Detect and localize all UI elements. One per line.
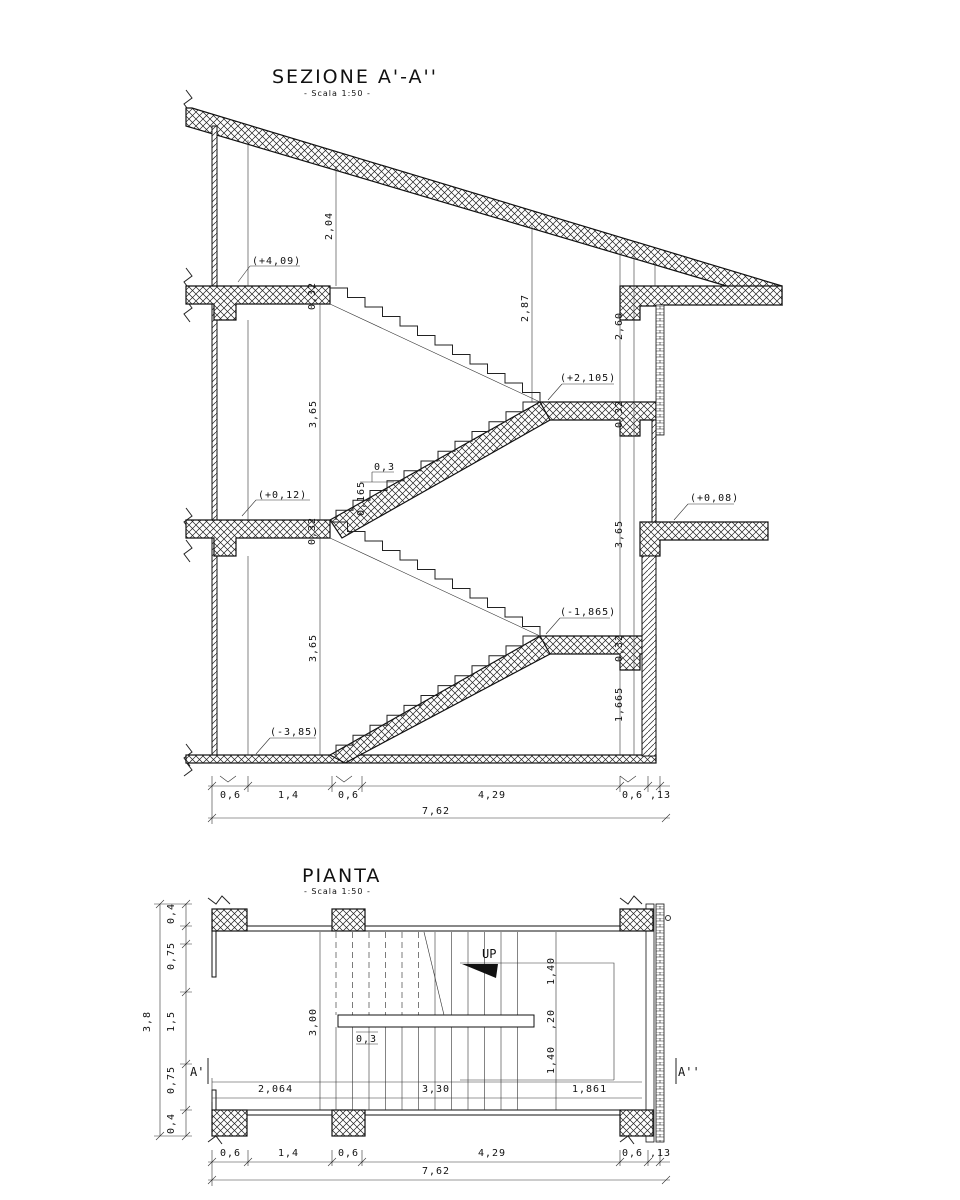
level-landing-lower: (-1,865) xyxy=(560,607,617,618)
break-mark xyxy=(184,90,192,776)
dim-slab-2: 0,32 xyxy=(614,399,625,428)
dim-h-4: 4,29 xyxy=(478,790,507,801)
plan-dim-h-1: 0,6 xyxy=(220,1148,242,1159)
level-mid: (+0,12) xyxy=(258,490,308,501)
landing-upper xyxy=(540,399,656,436)
section-marker-right: A'' xyxy=(678,1065,700,1079)
left-dim-1: 0,4 xyxy=(166,902,177,924)
dim-h-1: 0,6 xyxy=(220,790,242,801)
plan-break-line xyxy=(424,932,444,1015)
dim-h-3: 0,6 xyxy=(338,790,360,801)
plan-stair-length: 3,00 xyxy=(308,1007,319,1036)
plan-wall-bottom xyxy=(212,1110,642,1115)
floor-slab-upper-right xyxy=(620,286,782,320)
section-title: SEZIONE A'-A'' xyxy=(272,66,439,88)
dim-upper-right: 2,60 xyxy=(614,311,625,340)
stair-flight-lower-slab xyxy=(330,636,550,763)
plan-flight-width-2: 1,40 xyxy=(546,1045,557,1074)
up-label: UP xyxy=(482,947,497,961)
level-exterior: (+0,08) xyxy=(690,493,740,504)
plan-wall-left-lower xyxy=(212,1090,216,1110)
stair-step-profile xyxy=(330,288,540,402)
left-dim-4: 0,75 xyxy=(166,1065,177,1094)
dim-storey-upper: 3,65 xyxy=(308,399,319,428)
roof-slab xyxy=(186,108,782,305)
dim-slab-1: 0,32 xyxy=(307,281,318,310)
dim-roof-left: 2,04 xyxy=(324,211,335,240)
level-bottom: (-3,85) xyxy=(270,727,320,738)
stair-step-profile xyxy=(330,522,540,636)
plan-dim-h-3: 0,6 xyxy=(338,1148,360,1159)
row-dim-1: 2,064 xyxy=(258,1084,294,1095)
floor-slab-bottom xyxy=(186,755,656,763)
dim-h-5: 0,6 xyxy=(622,790,644,801)
stair-flight-upper-slab xyxy=(330,402,550,538)
dim-slab-3: 0,32 xyxy=(307,516,318,545)
plan-column xyxy=(332,909,365,931)
dim-total: 7,62 xyxy=(422,806,451,817)
plan-column xyxy=(332,1110,365,1136)
plan-gap: ,20 xyxy=(546,1008,557,1030)
row-dim-3: 1,861 xyxy=(572,1084,608,1095)
plan-dim-h-5: 0,6 xyxy=(622,1148,644,1159)
plan-column xyxy=(620,909,653,931)
plan-wall-top xyxy=(212,926,642,931)
up-arrow-icon xyxy=(462,964,498,978)
left-dim-5: 0,4 xyxy=(166,1112,177,1134)
brick-wall-right xyxy=(656,305,664,435)
dim-right-mid: 3,65 xyxy=(614,519,625,548)
right-wall-upper xyxy=(652,420,656,522)
plan-column xyxy=(212,1110,247,1136)
section-drawing xyxy=(184,66,782,824)
plan-small-circle xyxy=(666,916,671,921)
plan-column xyxy=(620,1110,653,1136)
plan-title: PIANTA xyxy=(302,865,382,887)
level-roof: (+4,09) xyxy=(252,256,302,267)
plan-dim-h-2: 1,4 xyxy=(278,1148,300,1159)
dim-roof-mid: 2,87 xyxy=(520,293,531,322)
landing-lower xyxy=(540,633,656,670)
plan-wall-left-upper xyxy=(212,931,216,977)
level-landing-upper: (+2,105) xyxy=(560,373,617,384)
dim-storey-lower: 3,65 xyxy=(308,633,319,662)
dim-right-low: 1,665 xyxy=(614,686,625,722)
right-wall-lower xyxy=(642,556,656,756)
section-scale: - Scala 1:50 - xyxy=(304,89,371,98)
left-dim-2: 0,75 xyxy=(166,941,177,970)
plan-tread: 0,3 xyxy=(356,1034,378,1045)
plan-column xyxy=(212,909,247,931)
section-dim-chain xyxy=(208,776,671,824)
left-total: 3,8 xyxy=(142,1010,153,1032)
left-wall xyxy=(212,126,217,756)
row-dim-2: 3,30 xyxy=(422,1084,451,1095)
plan-total: 7,62 xyxy=(422,1166,451,1177)
plan-wall-right-inner xyxy=(646,904,654,1142)
plan-brick-wall-right xyxy=(656,904,664,1142)
plan-central-wall xyxy=(338,1015,534,1027)
section-marker-left: A' xyxy=(190,1065,205,1079)
dim-slab-4: 0,32 xyxy=(614,633,625,662)
tread-label: 0,3 xyxy=(374,462,396,473)
plan-dim-chain xyxy=(208,1148,671,1186)
dim-riser: 0,165 xyxy=(356,480,367,516)
left-dim-3: 1,5 xyxy=(166,1010,177,1032)
plan-flight-width-1: 1,40 xyxy=(546,956,557,985)
dim-h-6: ,13 xyxy=(650,790,672,801)
dim-h-2: 1,4 xyxy=(278,790,300,801)
plan-dim-h-4: 4,29 xyxy=(478,1148,507,1159)
plan-dim-h-6: ,13 xyxy=(650,1148,672,1159)
exterior-slab xyxy=(640,522,768,556)
plan-scale: - Scala 1:50 - xyxy=(304,887,371,896)
plan-drawing xyxy=(142,865,700,1186)
